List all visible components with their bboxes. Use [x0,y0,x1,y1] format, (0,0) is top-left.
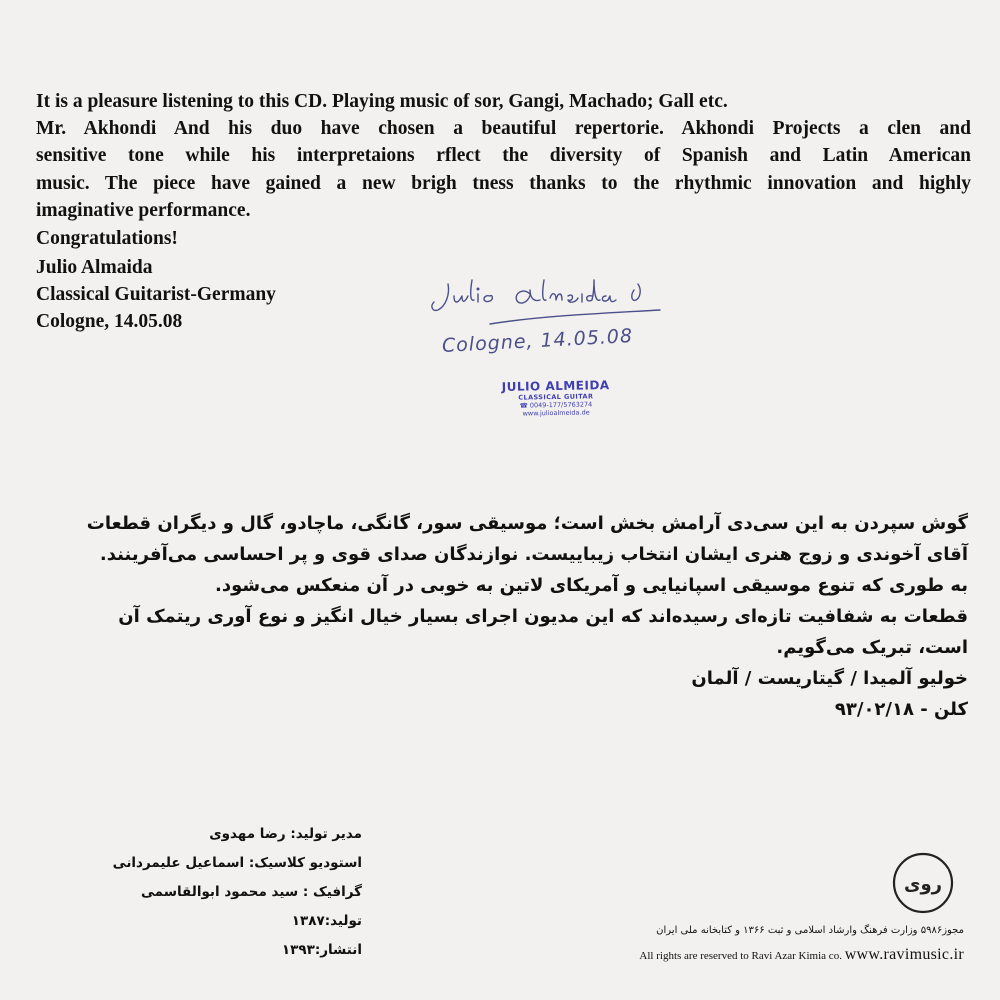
logo-text: روی [903,874,943,895]
english-line: It is a pleasure listening to this CD. Playing music of sor, Gangi, Machado; Gall etc. [36,91,728,112]
persian-line: گوش سپردن به این سی‌دی آرامش بخش است؛ موسیقی سور، گانگی، ماچادو، گال و دیگران قطعات [86,513,968,534]
artist-stamp [492,379,621,431]
handwritten-place-date: Cologne, 14.05.08 [441,325,634,357]
english-line: music. The piece have gained a new brigh tness thanks to the rhythmic innovation and highly [36,172,971,194]
persian-line: به طوری که تنوع موسیقی اسپانیایی و آمریکای لاتین به خوبی در آن منعکس می‌شود. [215,575,968,596]
persian-line: آقای آخوندی و زوج هنری ایشان انتخاب زیباییست. نوازندگان صدای قوی و پر احساسی می‌آفرینند. [99,544,968,565]
english-paragraph [36,88,971,224]
production-credits [32,820,362,965]
signatory-name: Julio Almaida [36,257,153,279]
english-line: Mr. Akhondi And his duo have chosen a beautiful repertorie. Akhondi Projects a clen and [36,118,971,140]
congratulations-text: Congratulations! [36,228,178,250]
signatory-place-date: Cologne, 14.05.08 [36,311,183,333]
footer-url[interactable]: www.ravimusic.ir [844,946,964,963]
credit-production-year: تولید:۱۳۸۷ [291,913,362,929]
credit-graphics: گرافیک : سید محمود ابوالقاسمی [141,884,362,900]
stamp-subtitle: CLASSICAL GUITAR [518,392,594,402]
stamp-web: www.julioalmeida.de [522,408,590,418]
persian-testimonial [33,508,968,725]
credit-studio: استودیو کلاسیک: اسماعیل علیمردانی [112,855,362,871]
persian-place-date: کلن - ۹۳/۰۲/۱۸ [834,699,968,720]
signatory-role: Classical Guitarist-Germany [36,284,276,306]
stamp-name: JULIO ALMEIDA [501,378,610,394]
footer-rights-line [584,946,964,964]
credit-production-manager: مدیر تولید: رضا مهدوی [209,826,362,842]
ravi-logo-icon [890,850,956,916]
persian-line: است، تبریک می‌گویم. [776,637,968,658]
footer-license: مجوز۵۹۸۶ وزارت فرهنگ وارشاد اسلامی و ثبت ۱۳۶۶ و کتابخانه ملی ایران [656,925,964,936]
footer-rights: All rights are reserved to Ravi Azar Kimia co. [639,950,842,962]
persian-signatory: خولیو آلمیدا / گیتاریست / آلمان [691,668,968,689]
english-line: imaginative performance. [36,199,251,221]
persian-line: قطعات به شفافیت تازه‌ای رسیده‌اند که این مدیون اجرای بسیار خیال انگیز و نوع آوری ریتمک آن [118,606,968,627]
credit-release-year: انتشار:۱۳۹۳ [281,942,362,958]
english-line: sensitive tone while his interpretaions rflect the diversity of Spanish and Latin American [36,145,971,167]
stamp-phone: ☎ 0049-177/5763274 [519,400,593,410]
